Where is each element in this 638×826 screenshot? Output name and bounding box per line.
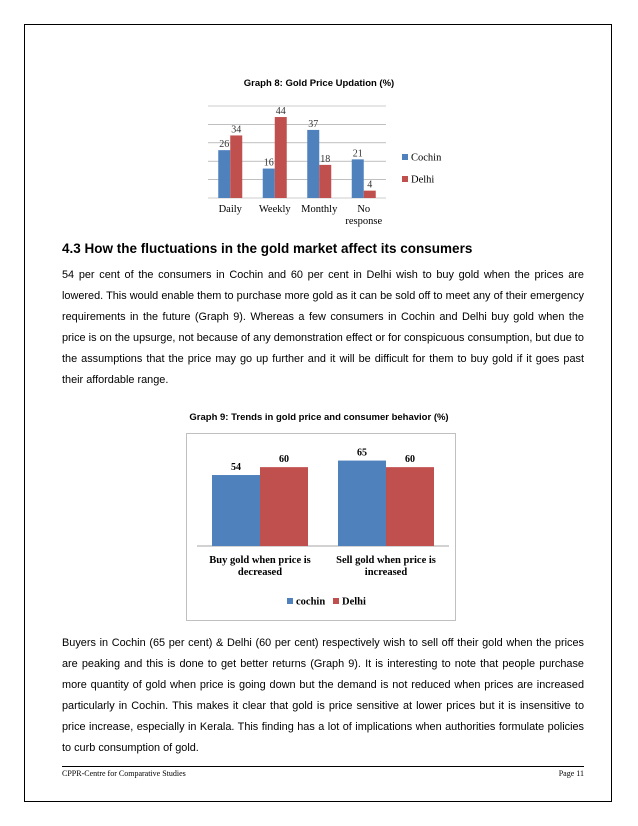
bar-delhi-1 (275, 117, 287, 198)
bar-cochin-1 (338, 461, 386, 546)
legend-swatch-delhi (333, 598, 339, 604)
bar-cochin-1 (263, 169, 275, 198)
x-tick-label-0: Buy gold when price is (209, 555, 311, 566)
data-label-delhi-1: 60 (405, 454, 415, 466)
bar-delhi-2 (319, 165, 331, 198)
bar-cochin-2 (307, 130, 319, 198)
bar-delhi-0 (230, 135, 242, 198)
paragraph-1: 54 per cent of the consumers in Cochin and 60 per cent in Delhi wish to buy gold when the prices are lowered. This would enable them to purchase more gold as it can be sold off to meet any of their emergency requirements in the future (Graph 9). Whereas a few consumers in Cochin and Delhi buy gold when the price is on the upsurge, not because of any demonstration effect or for conspicuous consumption, but due to the assumptions that the price may go up further and it will be difficult for them to buy gold if it goes past their affordable range. (62, 269, 584, 386)
legend-swatch-delhi (402, 176, 408, 182)
legend-swatch-cochin (287, 598, 293, 604)
graph8-caption: Graph 8: Gold Price Updation (%) (243, 78, 395, 89)
data-label-delhi-1: 44 (275, 106, 286, 118)
footer-divider (62, 766, 584, 767)
bar-delhi-1 (386, 467, 434, 546)
x-tick-label-3: No (357, 204, 371, 215)
data-label-delhi-2: 18 (320, 153, 331, 165)
bar-cochin-0 (212, 475, 260, 546)
data-label-delhi-3: 4 (367, 179, 373, 191)
x-tick-label-1: increased (364, 567, 408, 578)
footer-org: CPPR-Centre for Comparative Studies (62, 769, 186, 778)
graph9-caption: Graph 9: Trends in gold price and consumer behavior (%) (189, 412, 449, 423)
legend-swatch-cochin (402, 154, 408, 160)
x-tick-label-0: decreased (237, 567, 283, 578)
bar-cochin-0 (218, 150, 230, 198)
x-tick-label-0: Daily (218, 204, 242, 215)
x-tick-label-1: Weekly (258, 204, 291, 215)
data-label-cochin-1: 65 (357, 447, 367, 459)
data-label-cochin-1: 16 (263, 157, 274, 169)
x-tick-label-3: response (345, 216, 383, 227)
legend-label-delhi: Delhi (411, 174, 435, 186)
legend-label-delhi: Delhi (342, 596, 366, 608)
data-label-delhi-0: 34 (231, 124, 242, 136)
graph8-chart (202, 94, 442, 234)
bar-cochin-3 (352, 159, 364, 198)
data-label-cochin-2: 37 (308, 118, 319, 130)
data-label-cochin-3: 21 (352, 148, 363, 160)
x-tick-label-1: Sell gold when price is (336, 555, 436, 566)
legend-label-cochin: Cochin (411, 152, 442, 164)
data-label-cochin-0: 26 (219, 139, 230, 151)
data-label-cochin-0: 54 (231, 462, 241, 474)
x-tick-label-2: Monthly (301, 204, 338, 215)
section-heading: 4.3 How the fluctuations in the gold market affect its consumers (62, 241, 473, 256)
bar-delhi-3 (364, 191, 376, 198)
footer-page-number: Page 11 (558, 769, 584, 778)
paragraph-2: Buyers in Cochin (65 per cent) & Delhi (60 per cent) respectively wish to sell off their gold when the prices are peaking and this is done to get better returns (Graph 9). It is interesting to note that people purchase more quantity of gold when price is going down but the demand is not reduced when prices are increased particularly in Cochin. This makes it clear that gold is price sensitive at lower prices but it is insensitive to price increase, especially in Kerala. This finding has a lot of implications when authorities formulate policies to curb consumption of gold. (62, 637, 584, 754)
bar-delhi-0 (260, 467, 308, 546)
legend-label-cochin: cochin (296, 596, 326, 608)
graph9-chart (186, 433, 456, 621)
data-label-delhi-0: 60 (279, 454, 289, 466)
